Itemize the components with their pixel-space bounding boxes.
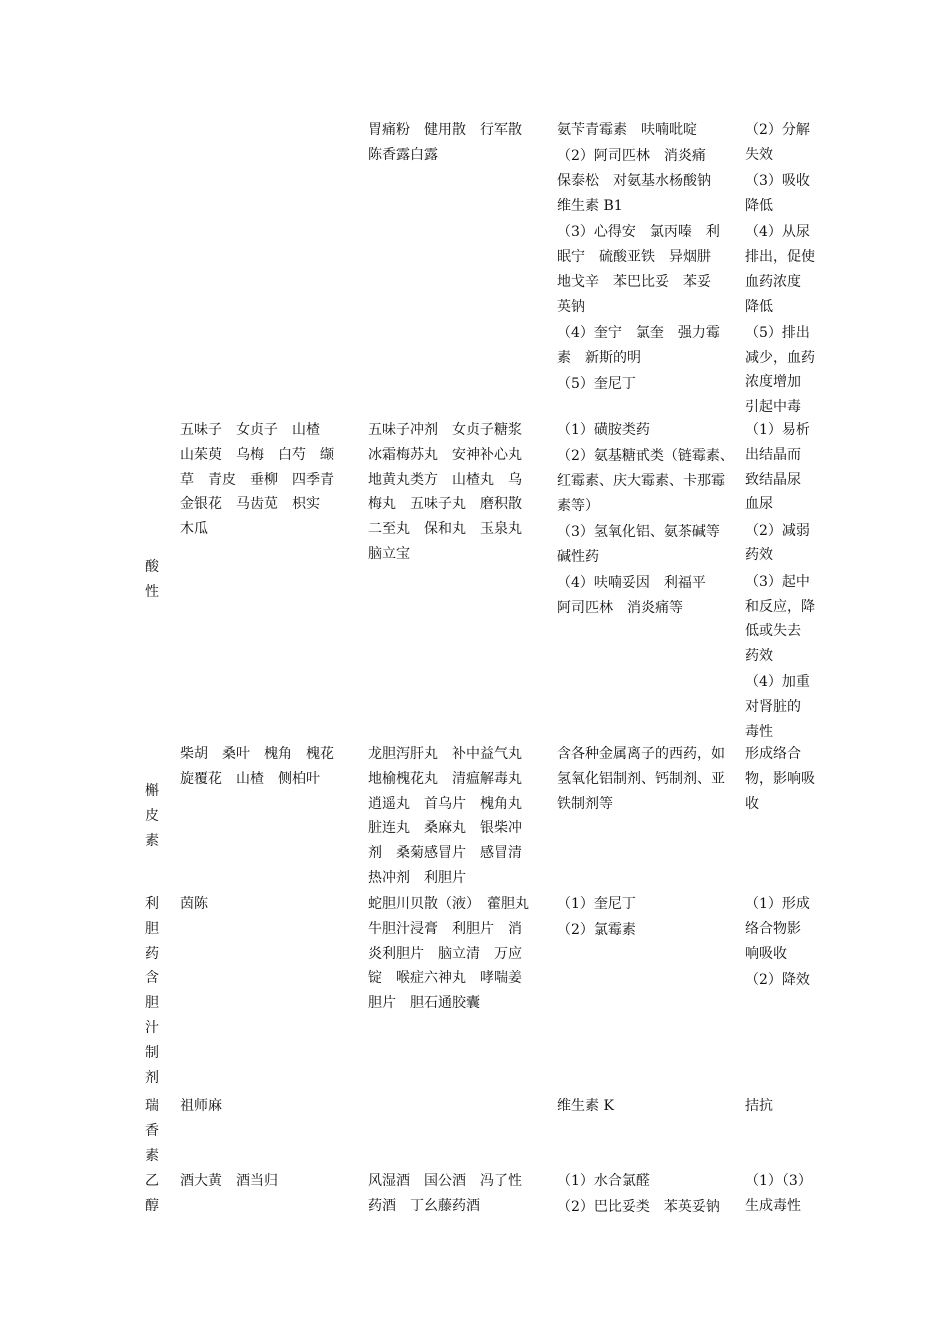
text-line: 形成络合 <box>745 746 801 762</box>
list-item <box>557 118 733 143</box>
text-line: 出结晶而 <box>745 446 801 463</box>
text-line: 二至丸 保和丸 玉泉丸 <box>368 521 522 538</box>
text-line: 响吸收 <box>745 945 787 962</box>
category-char: 含 <box>145 970 159 987</box>
list-item <box>745 1094 825 1119</box>
list-item <box>745 968 825 993</box>
list-item <box>557 321 733 371</box>
text-line: 血药浓度 <box>745 273 801 290</box>
text-line: 氨苄青霉素 呋喃吡啶 <box>557 122 697 138</box>
text-line: 锭 喉症六神丸 哮喘姜 <box>368 970 522 987</box>
list-item <box>557 918 733 943</box>
text-line: 含各种金属离子的西药，如 <box>557 746 725 762</box>
text-line: 草 青皮 垂柳 四季青 <box>180 471 334 488</box>
list-item <box>557 520 733 570</box>
text-line: 碱性药 <box>557 548 599 565</box>
text-line: 排出，促使 <box>745 248 815 265</box>
category-cell <box>140 1169 164 1219</box>
category-cell <box>140 555 164 605</box>
category-cell <box>140 892 164 1090</box>
list-item <box>557 418 733 443</box>
list-item <box>557 1169 733 1194</box>
text-line: （4）奎宁 氯奎 强力霉 <box>557 324 720 341</box>
text-line: （1）奎尼丁 <box>557 896 636 912</box>
text-line: 茵陈 <box>180 896 208 912</box>
text-line: （3）吸收 <box>745 173 810 190</box>
text-line: 冰霜梅苏丸 安神补心丸 <box>368 446 522 463</box>
list-item <box>745 418 825 517</box>
text-line: （1）形成 <box>745 896 810 912</box>
text-line: 地黄丸类方 山楂丸 乌 <box>368 471 522 488</box>
herbs-cell <box>180 742 348 792</box>
category-char: 槲 <box>145 783 159 799</box>
text-line: 山茱萸 乌梅 白芍 缬 <box>180 446 334 463</box>
preparations-cell <box>368 118 548 168</box>
list-item <box>745 169 825 219</box>
list-item <box>745 1169 825 1219</box>
category-cell <box>140 1094 164 1168</box>
text-line: （4）从尿 <box>745 224 810 241</box>
text-line: 地戈辛 苯巴比妥 苯妥 <box>557 273 711 290</box>
text-line: 减少，血药 <box>745 349 815 366</box>
list-item <box>557 372 733 397</box>
text-line: 炎利胆片 脑立清 万应 <box>368 945 522 962</box>
text-line: （3）心得安 氯丙嗪 利 <box>557 224 720 241</box>
text-line: 致结晶尿 <box>745 471 801 488</box>
text-line: 柴胡 桑叶 槐角 槐花 <box>180 746 334 762</box>
text-line: 红霉素、庆大霉素、卡那霉 <box>557 473 725 490</box>
text-line: 阿司匹林 消炎痛等 <box>557 600 683 617</box>
category-char: 瑞 <box>145 1098 159 1114</box>
text-line: 拮抗 <box>745 1098 773 1114</box>
text-line: 酒大黄 酒当归 <box>180 1173 278 1189</box>
text-line: （2）减弱 <box>745 522 810 539</box>
text-line: 物，影响吸 <box>745 770 815 787</box>
category-char: 药 <box>145 945 159 962</box>
text-line: （1）水合氯醛 <box>557 1173 650 1189</box>
preparations-cell <box>368 742 548 891</box>
text-line: （2）分解 <box>745 122 810 138</box>
text-line: 失效 <box>745 146 773 163</box>
list-item <box>557 444 733 518</box>
category-char: 剂 <box>145 1069 159 1086</box>
text-line: 祖师麻 <box>180 1098 222 1114</box>
text-line: 维生素 K <box>557 1098 614 1114</box>
text-line: （2）阿司匹林 消炎痛 <box>557 148 706 165</box>
effects-cell <box>745 1169 825 1220</box>
text-line: 对肾脏的 <box>745 699 801 716</box>
text-line: 热冲剂 利胆片 <box>368 869 466 886</box>
list-item <box>745 519 825 569</box>
text-line: 降低 <box>745 298 773 315</box>
category-char: 性 <box>145 583 159 600</box>
list-item <box>745 570 825 669</box>
text-line: 药效 <box>745 547 773 564</box>
text-line: 眠宁 硫酸亚铁 异烟肼 <box>557 248 711 265</box>
preparations-cell <box>368 1169 548 1219</box>
text-line: 降低 <box>745 197 773 214</box>
herbs-cell <box>180 892 348 917</box>
text-line: 浓度增加 <box>745 374 801 391</box>
text-line: 脏连丸 桑麻丸 银柴冲 <box>368 820 522 837</box>
category-char: 胆 <box>145 920 159 937</box>
text-line: 风湿酒 国公酒 冯了性 <box>368 1173 522 1189</box>
effects-cell <box>745 742 825 818</box>
category-char: 素 <box>145 832 159 849</box>
category-char: 胆 <box>145 995 159 1012</box>
text-line: （4）加重 <box>745 674 810 691</box>
preparations-cell <box>368 892 548 1016</box>
category-cell <box>140 779 164 853</box>
text-line: （2）巴比妥类 苯英妥钠 <box>557 1199 720 1216</box>
list-item <box>745 321 825 420</box>
list-item <box>557 892 733 917</box>
text-line: 低或失去 <box>745 623 801 640</box>
text-line: （5）奎尼丁 <box>557 375 636 392</box>
text-line: 英钠 <box>557 298 585 315</box>
text-line: 素等） <box>557 497 599 514</box>
list-item <box>557 144 733 218</box>
text-line: 血尿 <box>745 496 773 513</box>
list-item <box>745 670 825 744</box>
text-line: （3）起中 <box>745 573 810 590</box>
text-line: 陈香露白露 <box>368 146 438 163</box>
drugs-cell <box>557 892 733 945</box>
list-item <box>557 1094 733 1119</box>
category-char: 素 <box>145 1147 159 1164</box>
text-line: 龙胆泻肝丸 补中益气丸 <box>368 746 522 762</box>
text-line: （4）呋喃妥因 利福平 <box>557 575 706 592</box>
text-line: 胆片 胆石通胶囊 <box>368 995 480 1012</box>
text-line: 旋覆花 山楂 侧柏叶 <box>180 770 320 787</box>
effects-cell <box>745 418 825 746</box>
text-line: （2）氨基糖甙类（链霉素、 <box>557 448 734 465</box>
category-char: 皮 <box>145 807 159 824</box>
drugs-cell <box>557 118 733 398</box>
text-line: 胃痛粉 健用散 行军散 <box>368 122 522 138</box>
list-item <box>557 742 733 816</box>
text-line: 保泰松 对氨基水杨酸钠 <box>557 173 711 190</box>
drugs-cell <box>557 1169 733 1222</box>
text-line: 剂 桑菊感冒片 感冒清 <box>368 845 522 862</box>
drugs-cell <box>557 418 733 622</box>
text-line: 收 <box>745 795 759 812</box>
effects-cell <box>745 1094 825 1120</box>
text-line: （1）（3） <box>745 1173 812 1189</box>
category-char: 香 <box>145 1122 159 1139</box>
text-line: 引起中毒 <box>745 399 801 416</box>
effects-cell <box>745 118 825 422</box>
herbs-cell <box>180 1094 348 1119</box>
text-line: （1）磺胺类药 <box>557 422 650 438</box>
list-item <box>557 1195 733 1220</box>
list-item <box>745 118 825 168</box>
text-line: 维生素 B1 <box>557 197 623 214</box>
text-line: （2）氯霉素 <box>557 922 636 939</box>
category-char: 汁 <box>145 1019 159 1036</box>
list-item <box>745 742 825 816</box>
drugs-cell <box>557 742 733 818</box>
text-line: 逍遥丸 首乌片 槐角丸 <box>368 795 522 812</box>
herbs-cell <box>180 1169 348 1194</box>
text-line: （1）易析 <box>745 422 810 438</box>
effects-cell <box>745 892 825 994</box>
category-char: 利 <box>145 896 159 912</box>
text-line: 氢氧化铝制剂、钙制剂、亚 <box>557 770 725 787</box>
text-line: 金银花 马齿苋 枳实 <box>180 496 320 513</box>
text-line: 生成毒性 <box>745 1197 801 1214</box>
text-line: 铁制剂等 <box>557 795 613 812</box>
herbs-cell <box>180 418 348 542</box>
text-line: 和反应，降 <box>745 598 815 615</box>
text-line: 梅丸 五味子丸 磨积散 <box>368 496 522 513</box>
drugs-cell <box>557 1094 733 1120</box>
text-line: 素 新斯的明 <box>557 349 641 366</box>
category-char: 醇 <box>145 1197 159 1214</box>
text-line: 地榆槐花丸 清瘟解毒丸 <box>368 770 522 787</box>
preparations-cell <box>368 418 548 567</box>
text-line: 蛇胆川贝散（液） 藿胆丸 <box>368 896 529 912</box>
text-line: （3）氢氧化铝、氨茶碱等 <box>557 524 720 541</box>
text-line: 络合物影 <box>745 920 801 937</box>
text-line: 药酒 丁幺藤药酒 <box>368 1197 480 1214</box>
category-char: 酸 <box>145 559 159 575</box>
text-line: 五味子 女贞子 山楂 <box>180 422 320 438</box>
list-item <box>745 220 825 319</box>
text-line: （5）排出 <box>745 324 810 341</box>
text-line: 木瓜 <box>180 521 208 538</box>
category-char: 乙 <box>145 1173 159 1189</box>
text-line: 毒性 <box>745 724 773 741</box>
text-line: 脑立宝 <box>368 545 410 562</box>
text-line: 五味子冲剂 女贞子糖浆 <box>368 422 522 438</box>
text-line: 药效 <box>745 648 773 665</box>
list-item <box>557 220 733 319</box>
list-item <box>557 571 733 621</box>
list-item <box>745 892 825 966</box>
text-line: 牛胆汁浸膏 利胆片 消 <box>368 920 522 937</box>
category-char: 制 <box>145 1044 159 1061</box>
text-line: （2）降效 <box>745 971 810 988</box>
